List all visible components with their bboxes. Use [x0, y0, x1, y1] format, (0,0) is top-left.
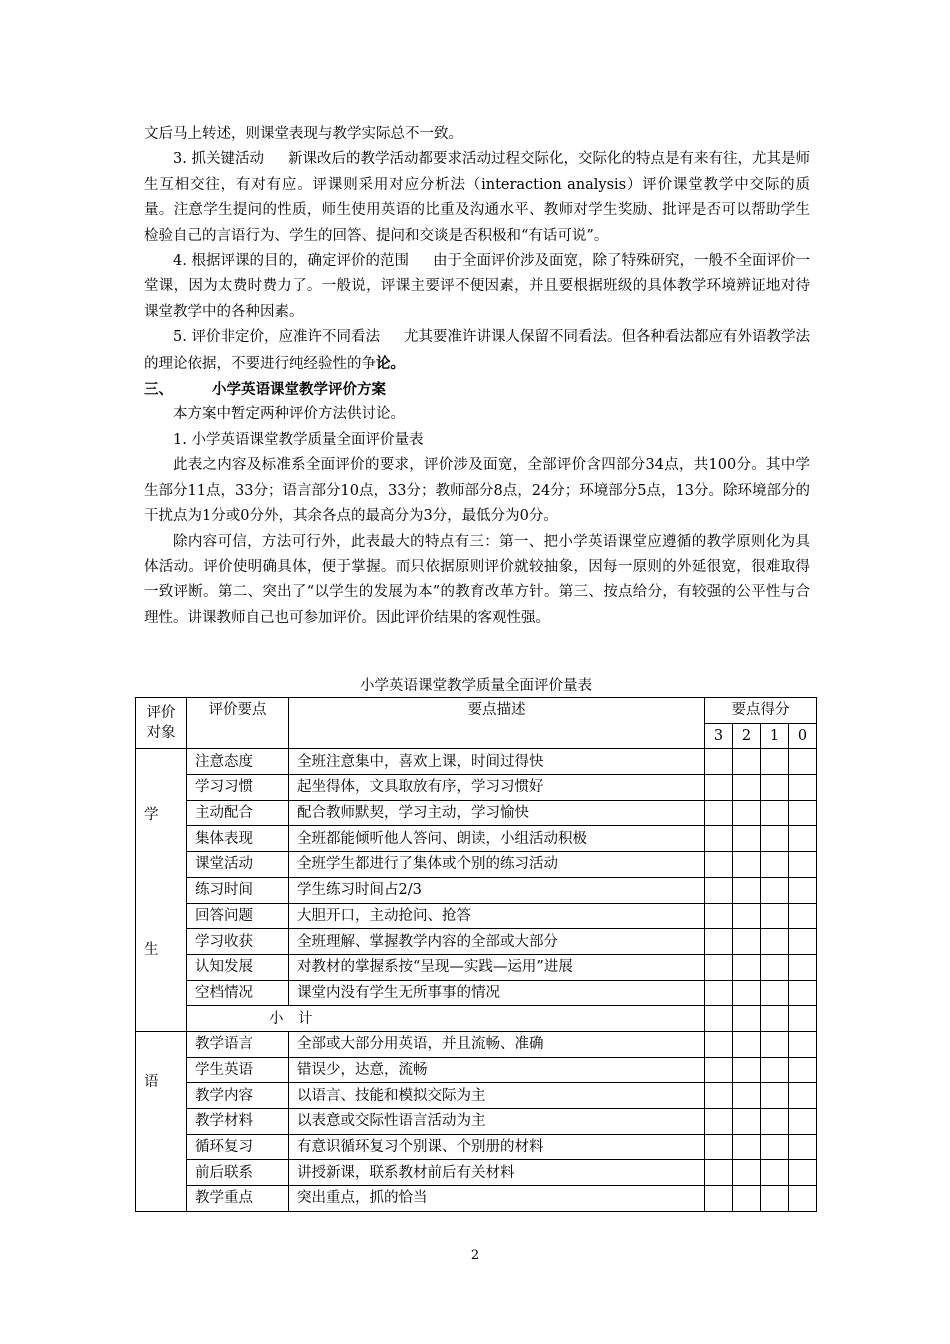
- point-cell: 教学重点: [187, 1186, 289, 1212]
- score-cell: [789, 800, 817, 826]
- score-cell: [761, 775, 789, 801]
- table-row: [136, 980, 817, 1006]
- point-cell: 循环复习: [187, 1134, 289, 1160]
- paragraph-lead: 3. 抓关键活动: [173, 151, 264, 168]
- score-cell: [761, 826, 789, 852]
- paragraph-6: [144, 428, 810, 453]
- score-cell: [761, 800, 789, 826]
- score-cell: [761, 877, 789, 903]
- table-row: [136, 775, 817, 801]
- paragraph-text: 尤其要准许讲课人保留不同看法。但各种看法都应有外语教学法的理论依据，不要进行纯经验性的争: [144, 329, 810, 372]
- score-cell: [705, 1160, 733, 1186]
- score-cell: [733, 980, 761, 1006]
- score-cell: [761, 1109, 789, 1135]
- desc-cell: 全班注意集中，喜欢上课，时间过得快: [289, 749, 705, 775]
- paragraph-3: [144, 249, 810, 325]
- point-cell: 回答问题: [187, 903, 289, 929]
- table-row: [136, 1031, 817, 1057]
- score-cell: [761, 1134, 789, 1160]
- score-cell: [789, 1006, 817, 1032]
- table-row: [136, 1160, 817, 1186]
- score-cell: [733, 800, 761, 826]
- paragraph-lead: 5. 评价非定价，应准许不同看法: [173, 329, 380, 346]
- table-row: [136, 826, 817, 852]
- score-cell: [733, 1186, 761, 1212]
- score-cell: [705, 1083, 733, 1109]
- point-cell: 集体表现: [187, 826, 289, 852]
- score-cell: [761, 1031, 789, 1057]
- paragraph-text: 1. 小学英语课堂教学质量全面评价量表: [173, 431, 424, 448]
- desc-cell: 全班学生都进行了集体或个别的练习活动: [289, 852, 705, 878]
- paragraph-text: 由于全面评价涉及面宽，除了特殊研究，一般不全面评价一堂课，因为太费时费力了。一般说，评课主要评不便因素，并且要根据班级的具体教学环境辨证地对待课堂教学中的各种因素。: [144, 253, 810, 320]
- point-cell: 学习习惯: [187, 775, 289, 801]
- score-cell: [761, 852, 789, 878]
- object-cell: [136, 1031, 187, 1211]
- score-cell: [705, 1006, 733, 1032]
- table-row: [136, 929, 817, 955]
- score-cell: [705, 954, 733, 980]
- header-desc: 要点描述: [289, 698, 705, 749]
- score-cell: [705, 877, 733, 903]
- point-cell: 认知发展: [187, 954, 289, 980]
- header-score-3: 3: [705, 723, 733, 749]
- table-row: [136, 852, 817, 878]
- header-score: 要点得分: [705, 698, 817, 724]
- score-cell: [733, 954, 761, 980]
- desc-cell: 突出重点，抓的恰当: [289, 1186, 705, 1212]
- score-cell: [733, 1134, 761, 1160]
- desc-cell: 学生练习时间占2/3: [289, 877, 705, 903]
- point-cell: 教学内容: [187, 1083, 289, 1109]
- score-cell: [761, 954, 789, 980]
- score-cell: [789, 1160, 817, 1186]
- score-cell: [705, 1057, 733, 1083]
- header-row: [136, 698, 817, 724]
- desc-cell: 大胆开口，主动抢问、抢答: [289, 903, 705, 929]
- table-row: [136, 749, 817, 775]
- score-cell: [761, 980, 789, 1006]
- paragraph-text: 本方案中暂定两种评价方法供讨论。: [173, 406, 405, 423]
- score-cell: [705, 980, 733, 1006]
- score-cell: [789, 1057, 817, 1083]
- paragraph-7: [144, 453, 810, 529]
- point-cell: 注意态度: [187, 749, 289, 775]
- desc-cell: 以语言、技能和模拟交际为主: [289, 1083, 705, 1109]
- point-cell: 教学材料: [187, 1109, 289, 1135]
- score-cell: [705, 800, 733, 826]
- score-cell: [733, 1006, 761, 1032]
- score-cell: [761, 903, 789, 929]
- score-cell: [761, 1186, 789, 1212]
- desc-cell: 对教材的掌握系按“呈现—实践—运用”进展: [289, 954, 705, 980]
- point-cell: 教学语言: [187, 1031, 289, 1057]
- score-cell: [789, 1031, 817, 1057]
- score-cell: [761, 1057, 789, 1083]
- paragraph-lead: 4. 根据评课的目的，确定评价的范围: [173, 253, 409, 270]
- object-label: 生: [144, 942, 159, 959]
- score-cell: [705, 1186, 733, 1212]
- score-cell: [789, 954, 817, 980]
- point-cell: 空档情况: [187, 980, 289, 1006]
- point-cell: 前后联系: [187, 1160, 289, 1186]
- point-cell: 主动配合: [187, 800, 289, 826]
- score-cell: [789, 929, 817, 955]
- table-caption: 小学英语课堂教学质量全面评价量表: [360, 678, 592, 694]
- score-cell: [789, 903, 817, 929]
- section-number: 三、: [144, 381, 173, 399]
- table-row: [136, 1134, 817, 1160]
- paragraph-8: [144, 530, 810, 632]
- desc-cell: 课堂内没有学生无所事事的情况: [289, 980, 705, 1006]
- desc-cell: 全部或大部分用英语，并且流畅、准确: [289, 1031, 705, 1057]
- score-cell: [789, 980, 817, 1006]
- score-cell: [761, 1160, 789, 1186]
- score-cell: [705, 852, 733, 878]
- score-cell: [705, 1134, 733, 1160]
- header-score-0: 0: [789, 723, 817, 749]
- paragraph-1: [144, 122, 810, 147]
- section-heading: [144, 377, 810, 402]
- score-cell: [789, 1083, 817, 1109]
- score-cell: [761, 1006, 789, 1032]
- score-cell: [789, 877, 817, 903]
- evaluation-table: [135, 697, 817, 1212]
- section-title: 小学英语课堂教学评价方案: [212, 381, 386, 399]
- desc-cell: 错误少，达意，流畅: [289, 1057, 705, 1083]
- desc-cell: 以表意或交际性语言活动为主: [289, 1109, 705, 1135]
- score-cell: [733, 1083, 761, 1109]
- score-cell: [789, 852, 817, 878]
- paragraph-tail: 论。: [376, 354, 405, 372]
- score-cell: [733, 852, 761, 878]
- score-cell: [789, 1134, 817, 1160]
- score-cell: [733, 929, 761, 955]
- score-cell: [733, 1109, 761, 1135]
- score-cell: [733, 826, 761, 852]
- score-cell: [789, 826, 817, 852]
- point-cell: 课堂活动: [187, 852, 289, 878]
- point-cell: 学生英语: [187, 1057, 289, 1083]
- table-row: [136, 800, 817, 826]
- table-row: [136, 1057, 817, 1083]
- point-cell: 练习时间: [187, 877, 289, 903]
- header-object: [136, 698, 187, 749]
- score-cell: [705, 826, 733, 852]
- score-cell: [761, 749, 789, 775]
- header-score-2: 2: [733, 723, 761, 749]
- table-row: [136, 1109, 817, 1135]
- score-cell: [705, 903, 733, 929]
- page-number: 2: [470, 1248, 480, 1263]
- score-cell: [733, 1031, 761, 1057]
- paragraph-4: [144, 325, 810, 377]
- paragraph-text: 新课改后的教学活动都要求活动过程交际化，交际化的特点是有来有往，尤其是师生互相交往，有对有应。评课则采用对应分析法（interaction analysis）评价课堂教学中交际的质量。注意学生提问的性质，师生使用英语的比重及沟通水平、教师对学生奖励、批评是否可以帮助学生检验自己的言语行为、学生的回答、提问和交谈是否积极和“有话可说”。: [144, 151, 810, 244]
- subtotal-label: 小 计: [187, 1006, 705, 1032]
- score-cell: [733, 749, 761, 775]
- score-cell: [733, 775, 761, 801]
- desc-cell: 全班都能倾听他人答问、朗读，小组活动积极: [289, 826, 705, 852]
- score-cell: [705, 1031, 733, 1057]
- table-row: [136, 903, 817, 929]
- score-cell: [789, 749, 817, 775]
- desc-cell: 起坐得体，文具取放有序，学习习惯好: [289, 775, 705, 801]
- header-score-1: 1: [761, 723, 789, 749]
- score-cell: [733, 903, 761, 929]
- paragraph-text: 此表之内容及标准系全面评价的要求，评价涉及面宽，全部评价含四部分34点，共100分。其中学生部分11点，33分；语言部分10点，33分；教师部分8点，24分；环境部分5点，13分。除环境部分的干扰点为1分或0分外，其余各点的最高分为3分，最低分为0分。: [144, 457, 810, 525]
- point-cell: 学习收获: [187, 929, 289, 955]
- score-cell: [789, 1186, 817, 1212]
- score-cell: [761, 929, 789, 955]
- score-cell: [789, 775, 817, 801]
- object-label: 语: [144, 1073, 159, 1090]
- header-object-line1: 评价: [146, 705, 176, 722]
- score-cell: [705, 1109, 733, 1135]
- score-cell: [733, 1057, 761, 1083]
- object-cell: [136, 749, 187, 1032]
- paragraph-text: 除内容可信，方法可行外，此表最大的特点有三：第一、把小学英语课堂应遵循的教学原则化为具体活动。评价使明确具体，便于掌握。而只依据原则评价就较抽象，因每一原则的外延很宽，很难取得一致评断。第二、突出了“以学生的发展为本”的教育改革方针。第三、按点给分，有较强的公平性与合理性。讲课教师自己也可参加评价。因此评价结果的客观性强。: [144, 533, 810, 626]
- score-cell: [733, 1160, 761, 1186]
- score-cell: [705, 775, 733, 801]
- table-row: [136, 1083, 817, 1109]
- object-label: 学: [144, 807, 159, 824]
- table-row: [136, 954, 817, 980]
- paragraph-2: [144, 147, 810, 249]
- paragraph-text: 文后马上转述，则课堂表现与教学实际总不一致。: [144, 126, 463, 142]
- score-cell: [705, 749, 733, 775]
- score-cell: [761, 1083, 789, 1109]
- table-row: [136, 877, 817, 903]
- desc-cell: 有意识循环复习个别课、个别册的材料: [289, 1134, 705, 1160]
- score-cell: [705, 929, 733, 955]
- paragraph-5: [144, 402, 810, 427]
- header-point: 评价要点: [187, 698, 289, 749]
- table-row: [136, 1186, 817, 1212]
- score-cell: [733, 877, 761, 903]
- desc-cell: 全班理解、掌握教学内容的全部或大部分: [289, 929, 705, 955]
- desc-cell: 配合教师默契，学习主动，学习愉快: [289, 800, 705, 826]
- score-cell: [789, 1109, 817, 1135]
- subtotal-row: [136, 1006, 817, 1032]
- header-object-line2: 对象: [146, 725, 176, 742]
- desc-cell: 讲授新课，联系教材前后有关材料: [289, 1160, 705, 1186]
- document-body: [144, 122, 810, 631]
